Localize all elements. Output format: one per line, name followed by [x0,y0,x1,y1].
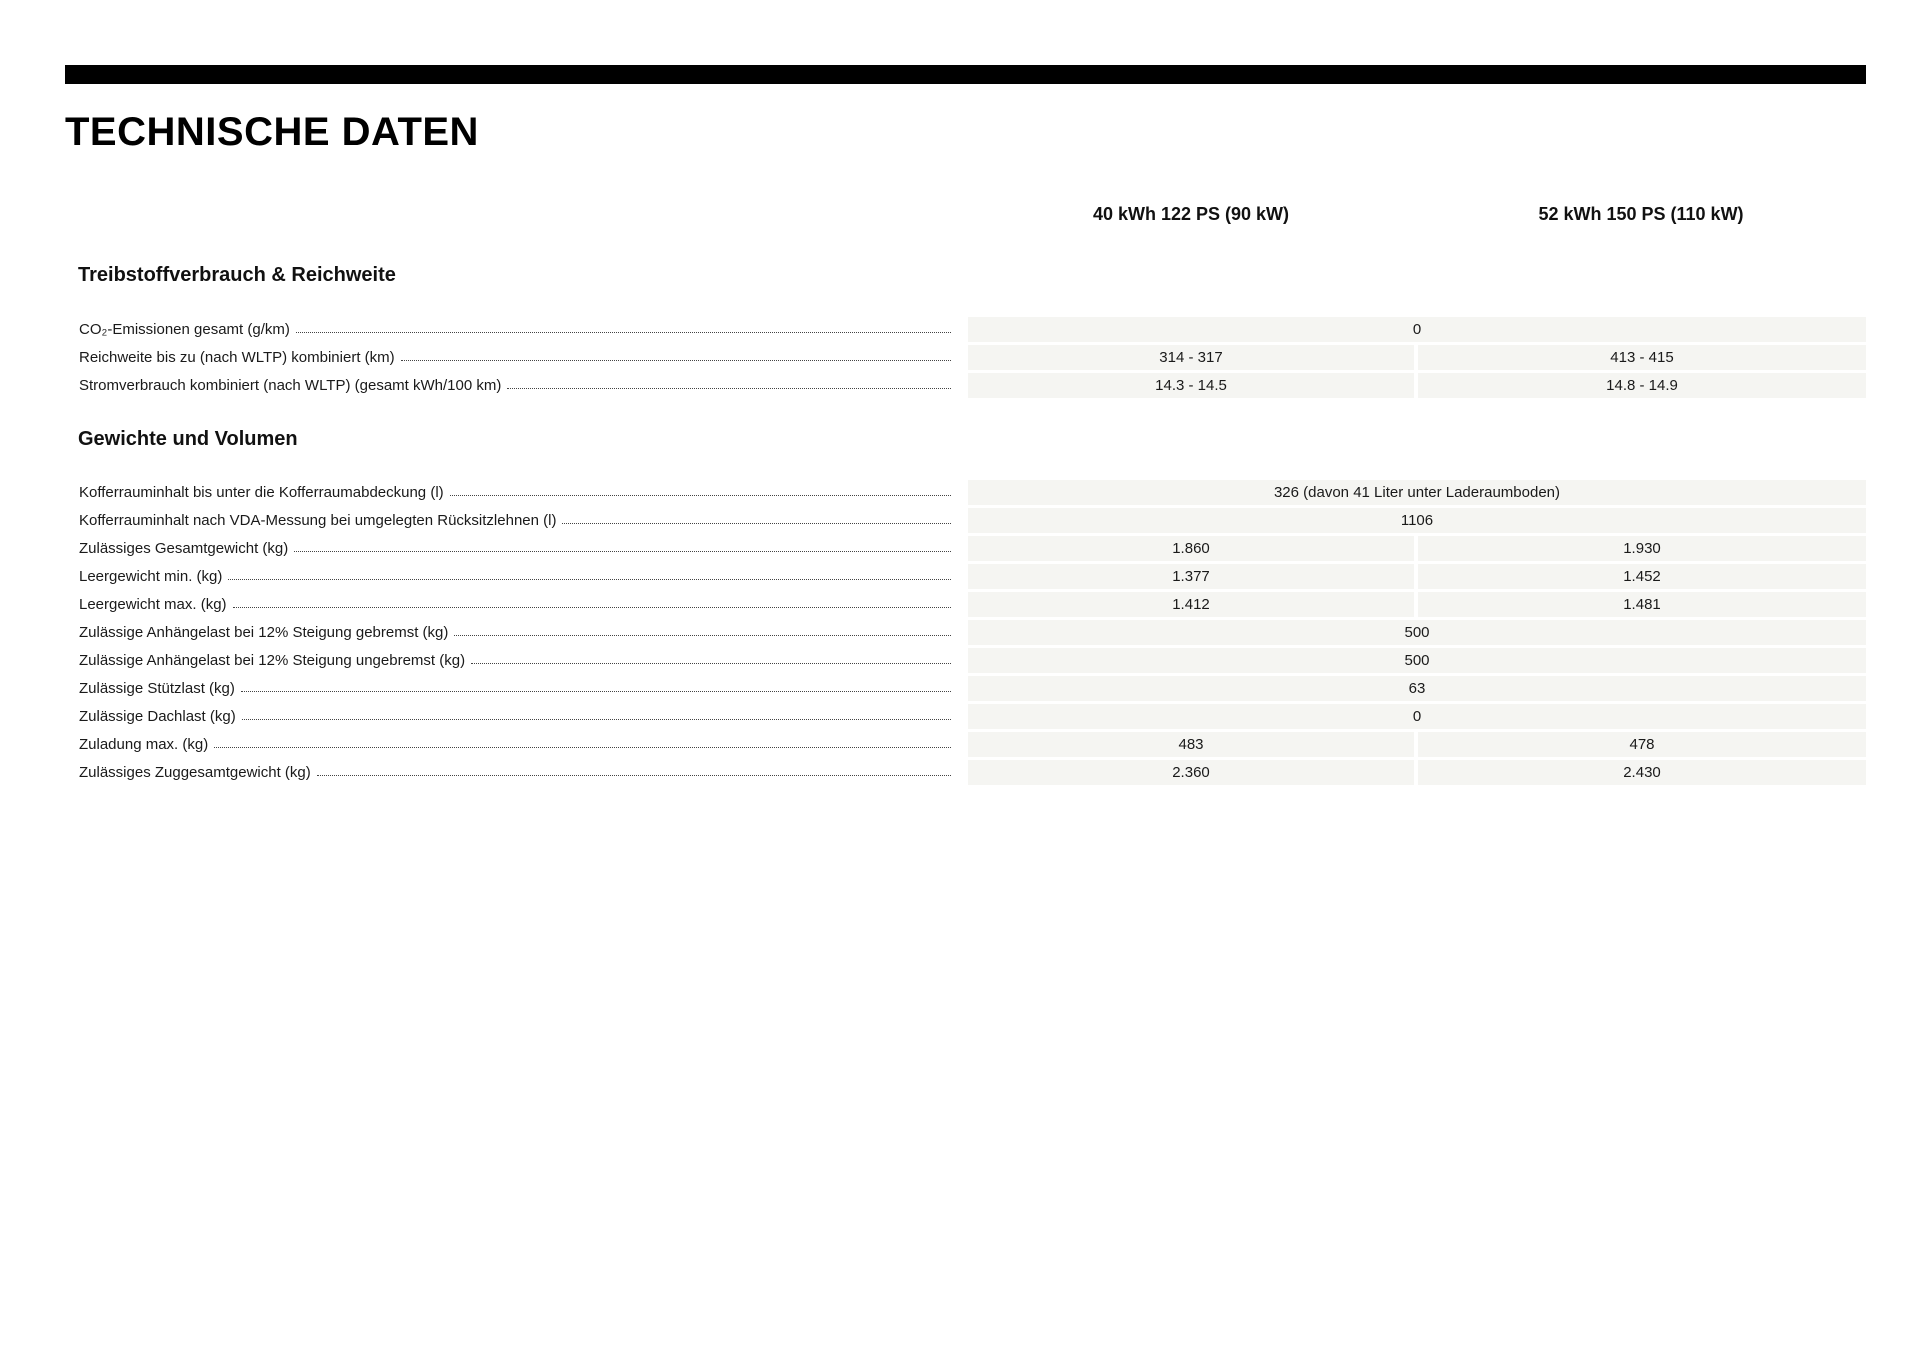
spec-value-combined: 63 [968,676,1866,701]
spec-row [0,676,1920,701]
dotted-leader [471,663,951,664]
spec-label [79,480,951,505]
spec-value-combined: 500 [968,648,1866,673]
spec-value-52kwh: 1.930 [1418,536,1866,561]
spec-value-52kwh: 1.481 [1418,592,1866,617]
dotted-leader [507,388,951,389]
spec-row [0,620,1920,645]
spec-value-52kwh: 14.8 - 14.9 [1418,373,1866,398]
spec-value-40kwh: 1.412 [968,592,1414,617]
spec-row [0,592,1920,617]
spec-label [79,648,951,673]
spec-label-text: Leergewicht min. (kg) [79,568,223,585]
spec-row [0,704,1920,729]
dotted-leader [296,332,951,333]
column-header-52kwh: 52 kWh 150 PS (110 kW) [1538,204,1744,224]
spec-label-text: Zulässiges Gesamtgewicht (kg) [79,540,289,557]
spec-value-combined: 500 [968,620,1866,645]
spec-label-text: Leergewicht max. (kg) [79,596,227,613]
spec-label-text: Reichweite bis zu (nach WLTP) kombiniert (km) [79,349,395,366]
spec-label [79,676,951,701]
page-title: TECHNISCHE DATEN [65,110,479,154]
section-title-weights-volumes: Gewichte und Volumen [78,428,298,450]
spec-value-40kwh: 2.360 [968,760,1414,785]
spec-label-text: CO₂-Emissionen gesamt (g/km) [79,321,290,338]
spec-label-text: Zuladung max. (kg) [79,736,209,753]
spec-value-combined: 0 [968,317,1866,342]
dotted-leader [214,747,951,748]
dotted-leader [233,607,951,608]
spec-value-40kwh: 1.377 [968,564,1414,589]
spec-value-52kwh: 1.452 [1418,564,1866,589]
spec-label-text: Kofferrauminhalt bis unter die Kofferraumabdeckung (l) [79,484,444,501]
spec-label [79,620,951,645]
spec-value-52kwh: 413 - 415 [1418,345,1866,370]
spec-row [0,564,1920,589]
spec-label [79,536,951,561]
spec-row [0,508,1920,533]
spec-label [79,564,951,589]
section-title-fuel-range: Treibstoffverbrauch & Reichweite [78,264,396,286]
spec-label [79,760,951,785]
spec-value-combined: 0 [968,704,1866,729]
dotted-leader [450,495,951,496]
spec-label-text: Stromverbrauch kombiniert (nach WLTP) (gesamt kWh/100 km) [79,377,502,394]
spec-label-text: Zulässige Stützlast (kg) [79,680,235,697]
spec-label-text: Zulässige Anhängelast bei 12% Steigung ungebremst (kg) [79,652,466,669]
spec-value-52kwh: 478 [1418,732,1866,757]
dotted-leader [294,551,951,552]
dotted-leader [317,775,951,776]
dotted-leader [562,523,951,524]
spec-row [0,536,1920,561]
spec-value-40kwh: 14.3 - 14.5 [968,373,1414,398]
spec-label [79,317,951,342]
spec-value-40kwh: 314 - 317 [968,345,1414,370]
spec-label [79,345,951,370]
spec-row [0,480,1920,505]
spec-row [0,732,1920,757]
spec-row [0,317,1920,342]
spec-row [0,373,1920,398]
dotted-leader [241,691,951,692]
dotted-leader [242,719,951,720]
column-header-40kwh: 40 kWh 122 PS (90 kW) [1092,204,1290,224]
spec-label-text: Kofferrauminhalt nach VDA-Messung bei umgelegten Rücksitzlehnen (l) [79,512,557,529]
spec-value-52kwh: 2.430 [1418,760,1866,785]
spec-label [79,373,951,398]
spec-label-text: Zulässige Anhängelast bei 12% Steigung gebremst (kg) [79,624,449,641]
spec-label [79,592,951,617]
spec-row [0,760,1920,785]
dotted-leader [454,635,951,636]
header-rule [65,65,1866,84]
spec-value-combined: 326 (davon 41 Liter unter Laderaumboden) [968,480,1866,505]
spec-value-40kwh: 483 [968,732,1414,757]
dotted-leader [401,360,951,361]
spec-row [0,345,1920,370]
spec-value-40kwh: 1.860 [968,536,1414,561]
spec-label [79,508,951,533]
dotted-leader [228,579,951,580]
spec-row [0,648,1920,673]
spec-value-combined: 1106 [968,508,1866,533]
spec-label [79,732,951,757]
spec-label-text: Zulässige Dachlast (kg) [79,708,236,725]
spec-label [79,704,951,729]
spec-label-text: Zulässiges Zuggesamtgewicht (kg) [79,764,311,781]
